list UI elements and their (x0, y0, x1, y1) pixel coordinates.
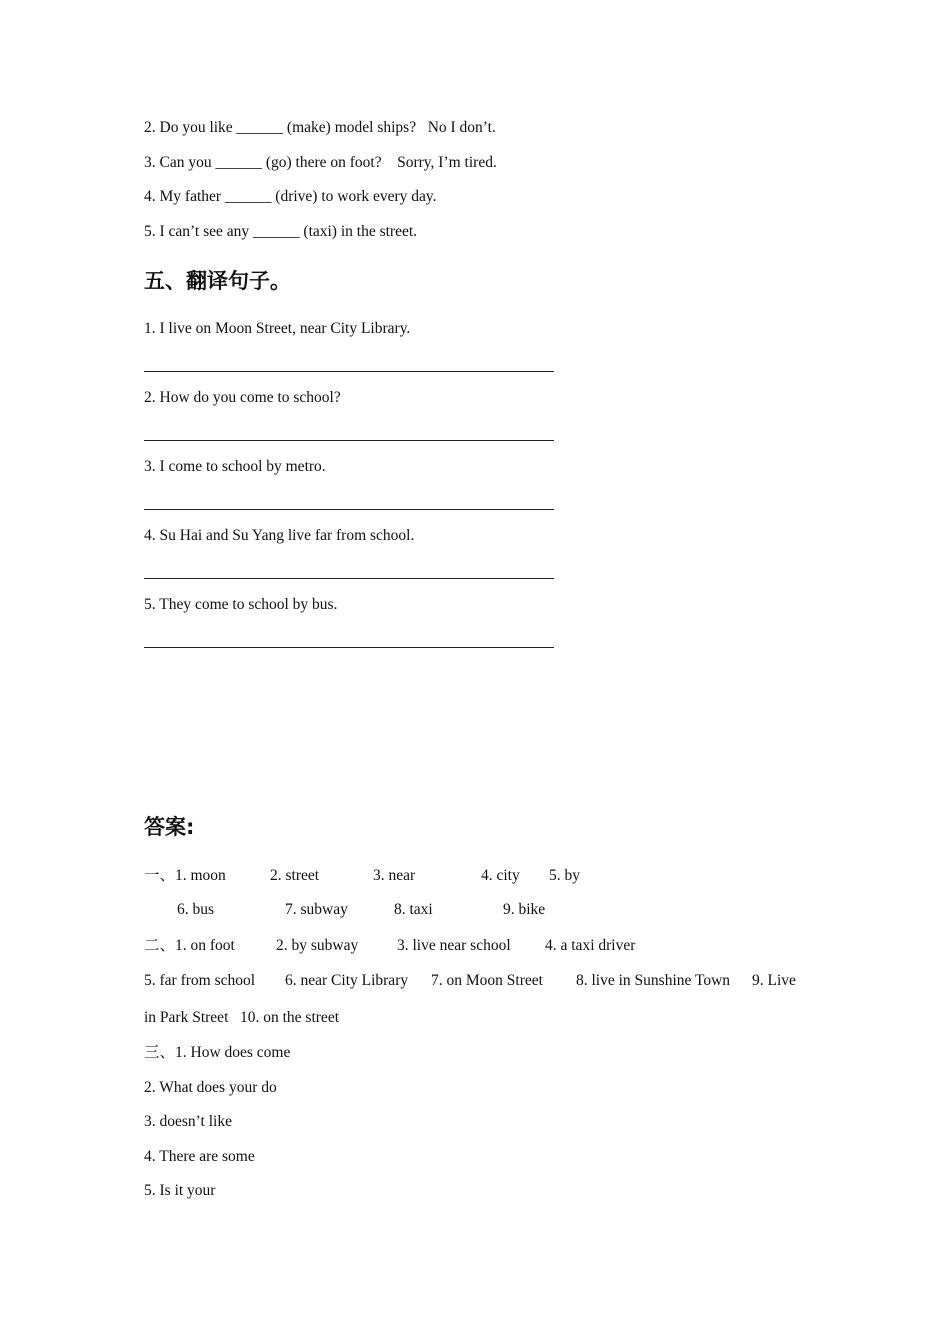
answer-item: 4. city (481, 867, 520, 884)
answer-item: 2. by subway (276, 937, 359, 954)
answer-item: 8. taxi (394, 901, 433, 918)
translate-item: 3. I come to school by metro. (144, 458, 326, 475)
answer-item: 8. live in Sunshine Town (576, 972, 731, 989)
answer-item: 7. subway (285, 901, 348, 918)
exercise-line: 2. Do you like ______ (make) model ships? No I don’t. (144, 119, 496, 136)
answers-heading: 答案: (144, 815, 195, 839)
answer-item: 一、1. moon (144, 867, 226, 884)
answer-item: 9. bike (503, 901, 546, 918)
translate-item: 2. How do you come to school? (144, 389, 341, 406)
answer-item: 2. What does your do (144, 1079, 277, 1096)
translate-item: 4. Su Hai and Su Yang live far from school. (144, 527, 415, 544)
answer-item: 7. on Moon Street (431, 972, 543, 989)
answer-item: 4. a taxi driver (545, 937, 636, 954)
answer-line (144, 509, 554, 510)
answer-item: 3. doesn’t like (144, 1113, 232, 1130)
exercise-line: 4. My father ______ (drive) to work every day. (144, 188, 437, 205)
answer-line (144, 371, 554, 372)
answer-item: 6. bus (177, 901, 215, 918)
answer-item: 5. far from school (144, 972, 256, 989)
exercise-line: 5. I can’t see any ______ (taxi) in the street. (144, 223, 418, 240)
answer-item: 5. by (549, 867, 580, 884)
answer-item: 3. near (373, 867, 416, 884)
answer-item: 2. street (270, 867, 320, 884)
section-heading-translate: 五、翻译句子。 (144, 269, 291, 293)
answer-item: 3. live near school (397, 937, 511, 954)
answer-line (144, 578, 554, 579)
exercise-line: 3. Can you ______ (go) there on foot? Sorry, I’m tired. (144, 154, 497, 171)
answer-item: 二、1. on foot (144, 937, 235, 954)
answer-item: 三、1. How does come (144, 1044, 291, 1061)
answer-item: 6. near City Library (285, 972, 409, 989)
answer-line (144, 647, 554, 648)
translate-item: 5. They come to school by bus. (144, 596, 338, 613)
answer-item: in Park Street 10. on the street (144, 1009, 339, 1026)
answer-line (144, 440, 554, 441)
translate-item: 1. I live on Moon Street, near City Library. (144, 320, 411, 337)
answer-item: 4. There are some (144, 1148, 255, 1165)
answer-item: 5. Is it your (144, 1182, 216, 1199)
answer-item: 9. Live (752, 972, 796, 989)
